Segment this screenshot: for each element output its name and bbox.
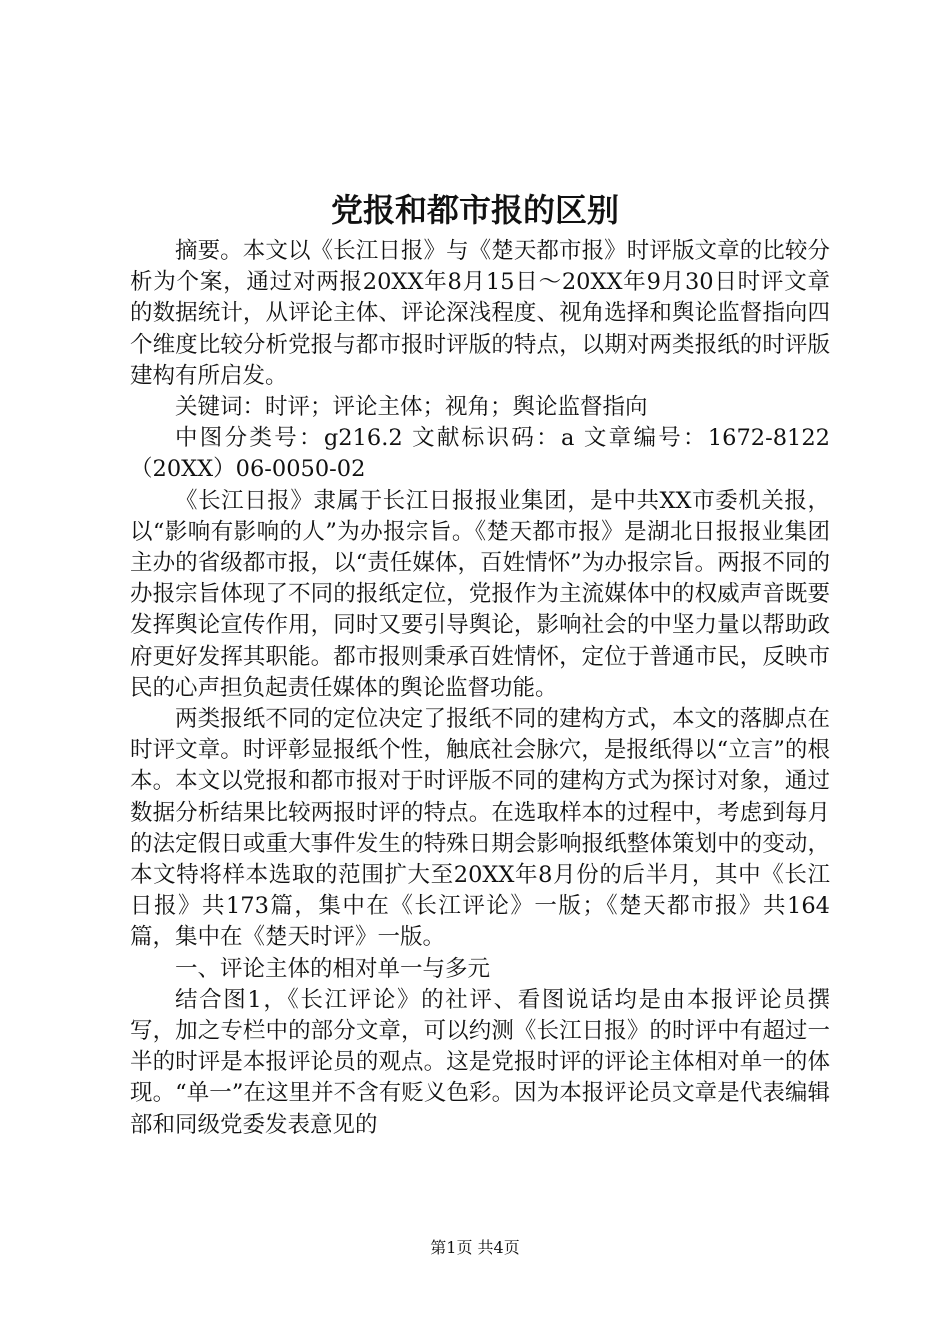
body-paragraph: 《长江日报》隶属于长江日报报业集团，是中共XX市委机关报，以“影响有影响的人”为办报宗旨。《楚天都市报》是湖北日报报业集团主办的省级都市报，以“责任媒体，百姓情怀”为办报宗旨。两报不同的办报宗旨体现了不同的报纸定位，党报作为主流媒体中的权威声音既要发挥舆论宣传作用，同时又要引导舆论，影响社会的中坚力量以帮助政府更好发挥其职能。都市报则秉承百姓情怀，定位于普通市民，反映市民的心声担负起责任媒体的舆论监督功能。: [130, 487, 830, 701]
section-heading: 一、评论主体的相对单一与多元: [175, 955, 491, 982]
document-body: [130, 236, 830, 1141]
body-paragraph: 结合图1，《长江评论》的社评、看图说话均是由本报评论员撰写，加之专栏中的部分文章，可以约测《长江日报》的时评中有超过一半的时评是本报评论员的观点。这是党报时评的评论主体相对单一的体现。“单一”在这里并不含有贬义色彩。因为本报评论员文章是代表编辑部和同级党委发表意见的: [130, 986, 830, 1138]
body-paragraph: 两类报纸不同的定位决定了报纸不同的建构方式，本文的落脚点在时评文章。时评彰显报纸个性，触底社会脉穴，是报纸得以“立言”的根本。本文以党报和都市报对于时评版不同的建构方式为探讨对象，通过数据分析结果比较两报时评的特点。在选取样本的过程中，考虑到每月的法定假日或重大事件发生的特殊日期会影响报纸整体策划中的变动，本文特将样本选取的范围扩大至20XX年8月份的后半月，其中《长江日报》共173篇，集中在《长江评论》一版；《楚天都市报》共164篇，集中在《楚天时评》一版。: [130, 706, 830, 951]
page-number-footer: 第1页 共4页: [430, 1238, 520, 1257]
keywords-paragraph: 关键词：时评；评论主体；视角；舆论监督指向: [175, 394, 648, 421]
classification-paragraph: 中图分类号：g216.2 文献标识码：a 文章编号：1672-8122（20XX）06-0050-02: [130, 425, 830, 483]
abstract-paragraph: 摘要。本文以《长江日报》与《楚天都市报》时评版文章的比较分析为个案，通过对两报20XX年8月15日～20XX年9月30日时评文章的数据统计，从评论主体、评论深浅程度、视角选择和舆论监督指向四个维度比较分析党报与都市报时评版的特点，以期对两类报纸的时评版建构有所启发。: [130, 238, 830, 389]
document-title: 党报和都市报的区别: [330, 191, 619, 229]
